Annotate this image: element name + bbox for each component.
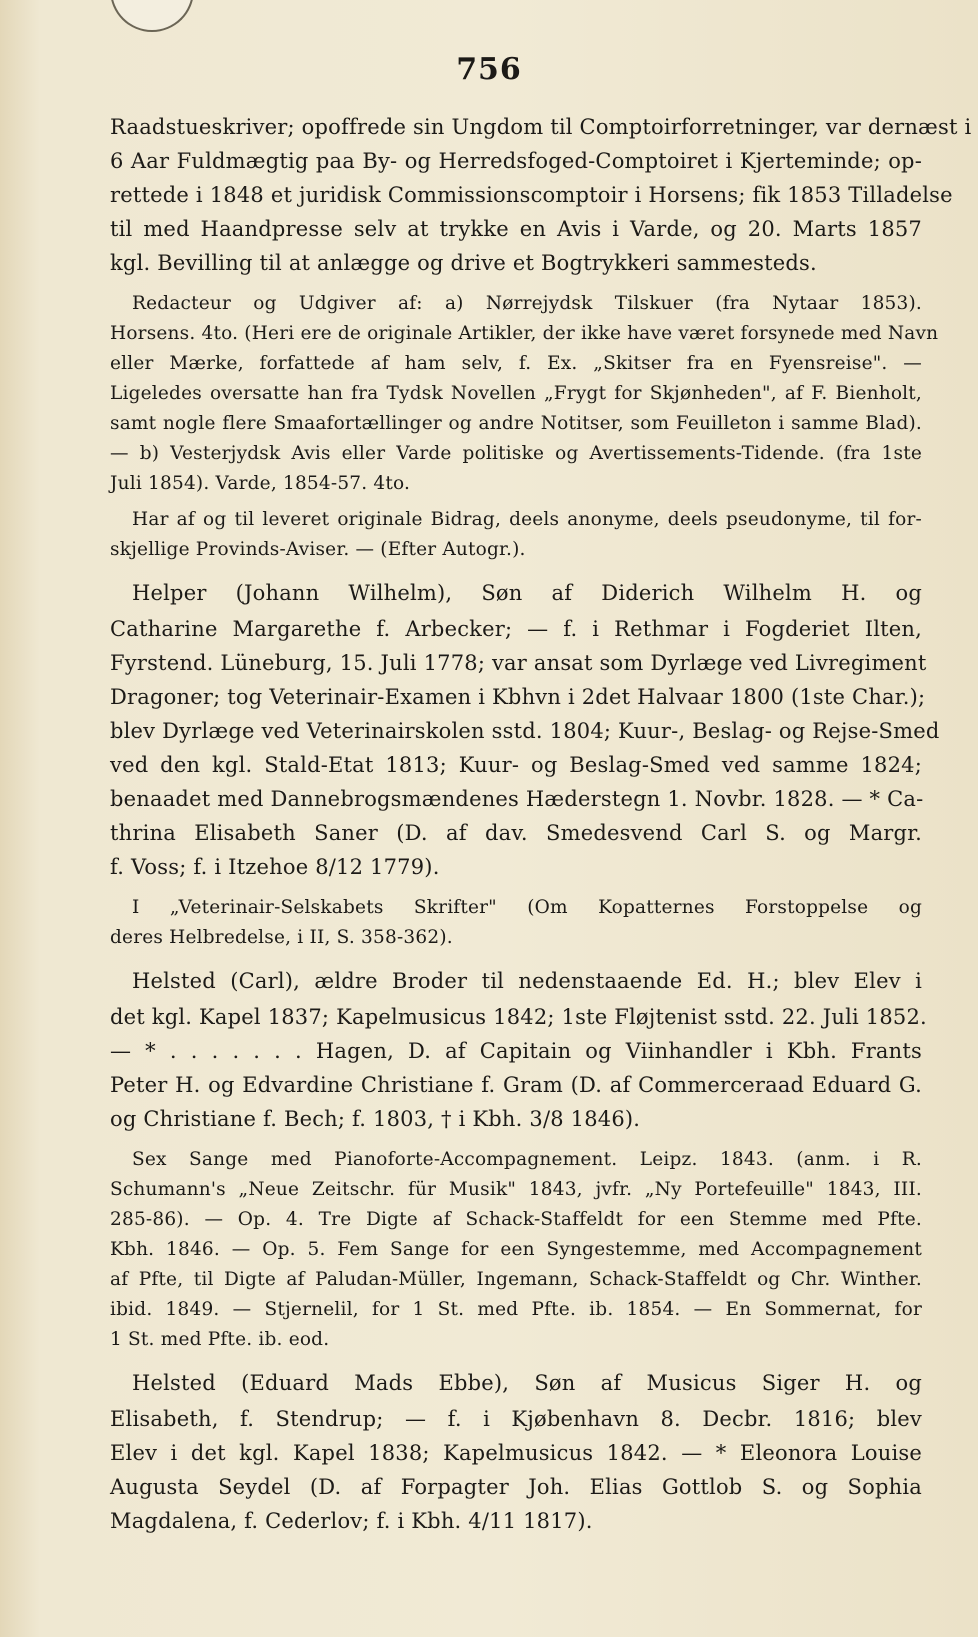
- text-line: Juli 1854). Varde, 1854-57. 4to.: [110, 473, 411, 494]
- page-corner-fold: [110, 0, 194, 32]
- text-line: ibid. 1849. — Stjernelil, for 1 St. med Pfte. ib. 1854. — En Sommernat, for: [110, 1299, 922, 1320]
- text-line: I „Veterinair-Selskabets Skrifter" (Om Kopatternes Forstoppelse og: [132, 897, 922, 918]
- text-line: Redacteur og Udgiver af: a) Nørrejydsk Tilskuer (fra Nytaar 1853).: [132, 293, 922, 314]
- text-line: og Christiane f. Bech; f. 1803, † i Kbh. 3/8 1846).: [110, 1107, 641, 1131]
- entry-heading-line: Helsted (Eduard Mads Ebbe), Søn af Musicus Siger H. og: [132, 1371, 922, 1395]
- text-line: det kgl. Kapel 1837; Kapelmusicus 1842; 1ste Fløjtenist sstd. 22. Juli 1852.: [110, 1005, 927, 1029]
- entry-heading-line: Helsted (Carl), ældre Broder til nedenstaaende Ed. H.; blev Elev i: [132, 969, 922, 993]
- text-line: Dragoner; tog Veterinair-Examen i Kbhvn i 2det Halvaar 1800 (1ste Char.);: [110, 685, 926, 709]
- text-line: Schumann's „Neue Zeitschr. für Musik" 1843, jvfr. „Ny Portefeuille" 1843, III.: [110, 1179, 922, 1200]
- text-line: thrina Elisabeth Saner (D. af dav. Smedesvend Carl S. og Margr.: [110, 821, 922, 845]
- text-line: samt nogle flere Smaafortællinger og andre Notitser, som Feuilleton i samme Blad).: [110, 413, 922, 434]
- text-line: Peter H. og Edvardine Christiane f. Gram (D. af Commerceraad Eduard G.: [110, 1073, 922, 1097]
- entry-heading-line: Helper (Johann Wilhelm), Søn af Diderich Wilhelm H. og: [132, 581, 922, 605]
- text-line: benaadet med Dannebrogsmændenes Hæderstegn 1. Novbr. 1828. — * Ca-: [110, 787, 924, 811]
- text-line: 6 Aar Fuldmægtig paa By- og Herredsfoged-Comptoiret i Kjerteminde; op-: [110, 149, 922, 173]
- text-line: deres Helbredelse, i II, S. 358-362).: [110, 927, 453, 948]
- text-line: — * . . . . . . . Hagen, D. af Capitain og Viinhandler i Kbh. Frants: [110, 1039, 922, 1063]
- text-line: Ligeledes oversatte han fra Tydsk Novellen „Frygt for Skjønheden", af F. Bienholt,: [110, 383, 922, 404]
- text-line: 1 St. med Pfte. ib. eod.: [110, 1329, 330, 1350]
- text-line: blev Dyrlæge ved Veterinairskolen sstd. 1804; Kuur-, Beslag- og Rejse-Smed: [110, 719, 940, 743]
- text-line: 285-86). — Op. 4. Tre Digte af Schack-Staffeldt for een Stemme med Pfte.: [110, 1209, 922, 1230]
- text-line: Har af og til leveret originale Bidrag, deels anonyme, deels pseudonyme, til for-: [132, 509, 922, 530]
- text-line: Elisabeth, f. Stendrup; — f. i Kjøbenhavn 8. Decbr. 1816; blev: [110, 1407, 922, 1431]
- text-line: Augusta Seydel (D. af Forpagter Joh. Elias Gottlob S. og Sophia: [110, 1475, 922, 1499]
- text-line: f. Voss; f. i Itzehoe 8/12 1779).: [110, 855, 440, 879]
- text-line: eller Mærke, forfattede af ham selv, f. Ex. „Skitser fra en Fyensreise". —: [110, 353, 922, 374]
- text-line: ved den kgl. Stald-Etat 1813; Kuur- og Beslag-Smed ved samme 1824;: [110, 753, 922, 777]
- text-line: Fyrstend. Lüneburg, 15. Juli 1778; var ansat som Dyrlæge ved Livregiment: [110, 651, 927, 675]
- text-line: til med Haandpresse selv at trykke en Avis i Varde, og 20. Marts 1857: [110, 217, 922, 241]
- page-number: 756: [456, 52, 522, 87]
- text-line: Magdalena, f. Cederlov; f. i Kbh. 4/11 1817).: [110, 1509, 593, 1533]
- text-line: kgl. Bevilling til at anlægge og drive et Bogtrykkeri sammesteds.: [110, 251, 817, 275]
- text-line: Sex Sange med Pianoforte-Accompagnement. Leipz. 1843. (anm. i R.: [132, 1149, 922, 1170]
- text-line: Raadstueskriver; opoffrede sin Ungdom til Comptoirforretninger, var dernæst i: [110, 115, 972, 139]
- text-line: af Pfte, til Digte af Paludan-Müller, Ingemann, Schack-Staffeldt og Chr. Winther.: [110, 1269, 922, 1290]
- text-line: Kbh. 1846. — Op. 5. Fem Sange for een Syngestemme, med Accompagnement: [110, 1239, 922, 1260]
- text-line: — b) Vesterjydsk Avis eller Varde politiske og Avertissements-Tidende. (fra 1ste: [110, 443, 922, 464]
- text-line: skjellige Provinds-Aviser. — (Efter Autogr.).: [110, 539, 526, 560]
- text-line: Elev i det kgl. Kapel 1838; Kapelmusicus 1842. — * Eleonora Louise: [110, 1441, 922, 1465]
- text-line: Horsens. 4to. (Heri ere de originale Artikler, der ikke have været forsynede med Navn: [110, 323, 939, 344]
- text-line: Catharine Margarethe f. Arbecker; — f. i Rethmar i Fogderiet Ilten,: [110, 617, 922, 641]
- text-line: rettede i 1848 et juridisk Commissionscomptoir i Horsens; fik 1853 Tilladelse: [110, 183, 953, 207]
